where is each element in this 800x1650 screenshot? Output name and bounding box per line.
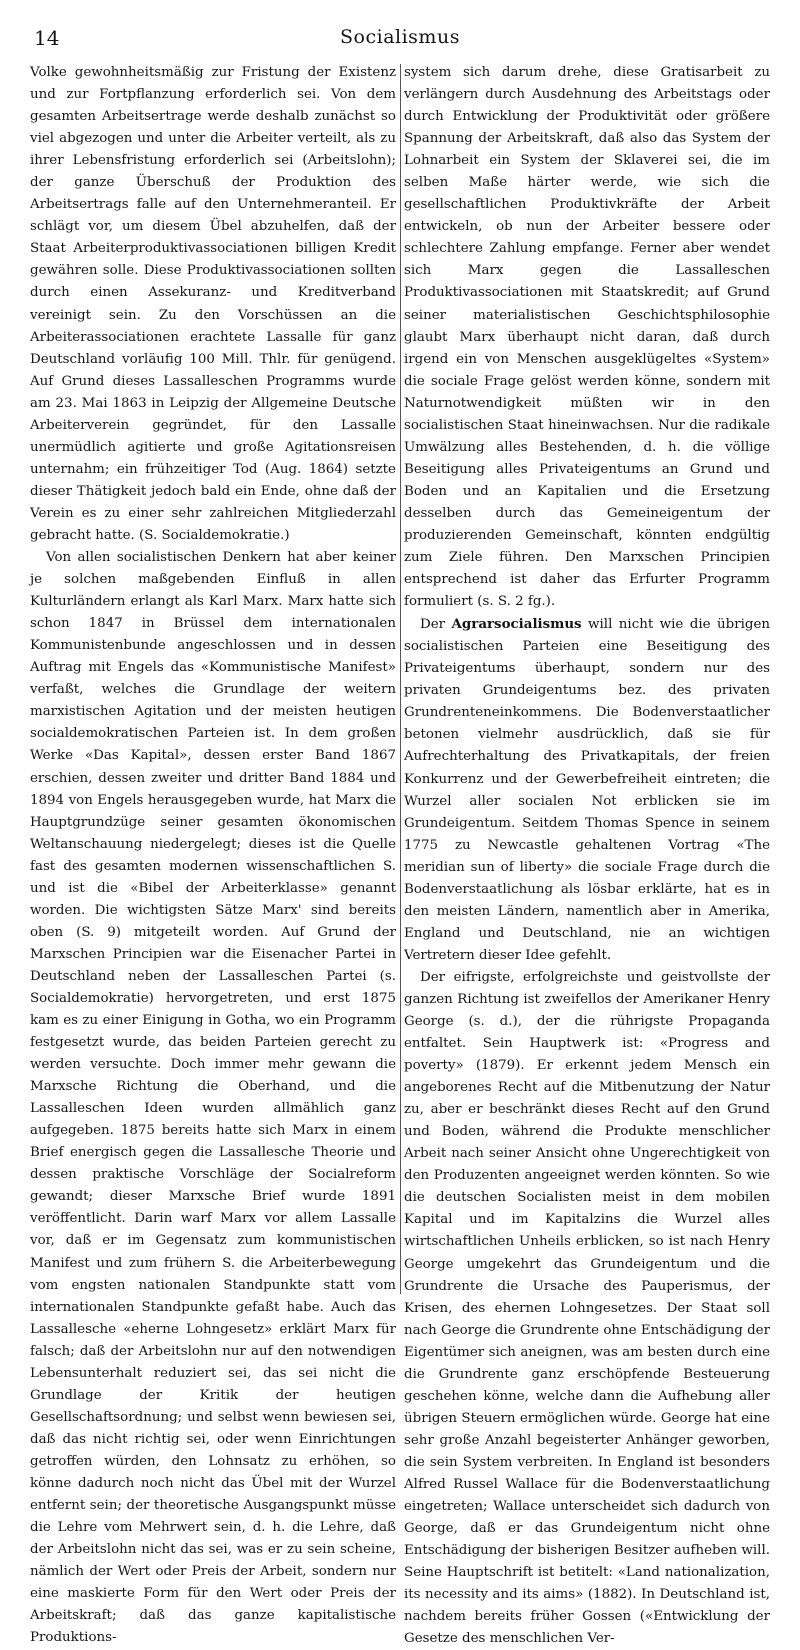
page-header — [34, 26, 766, 54]
paragraph-body: will nicht wie die übrigen socialistischen Parteien eine Beseitigung des Privateigentums überhaupt, sondern nur des privaten Grundeigentums bez. des privaten Grundrenteneinkommens. Die Bodenverstaatlicher betonen vielmehr ausdrücklich, daß sie für Aufrechterhaltung des Privatkapitals, der freien Konkurrenz und der Gewerbefreiheit eintreten; die Wurzel aller socialen Not erblicken sie im Grundeigentum. Seitdem Thomas Spence in seinem 1775 zu Newcastle gehaltenen Vortrag «The meridian sun of liberty» die sociale Frage durch die Bodenverstaatlichung als lösbar erklärte, hat es in den meisten Ländern, namentlich aber in Amerika, England und Deutschland, nie an wichtigen Vertretern dieser Idee gefehlt. — [404, 617, 770, 963]
paragraph-lead: Der — [420, 617, 452, 633]
paragraph: Volke gewohnheitsmäßig zur Fristung der Existenz und zur Fortpflanzung erforderlich sei. Von dem gesamten Arbeitsertrage werde deshalb zunächst so viel abgezogen und unter die Arbeiter verteilt, als zu ihrer Lebensfristung erforderlich sei (Arbeitslohn); der ganze Überschuß der Produktion des Arbeitsertrags falle auf den Unternehmeranteil. Er schlägt vor, um diesem Übel abzuhelfen, daß der Staat Arbeiterproduktivassociationen billigen Kredit gewähren solle. Diese Produktivassociationen sollten durch einen Assekuranz- und Kreditverband vereinigt sein. Zu den Vorschüssen an die Arbeiterassociationen erachtete Lassalle für ganz Deutschland vorläufig 100 Mill. Thlr. für genügend. Auf Grund dieses Lassalleschen Programms wurde am 23. Mai 1863 in Leipzig der Allgemeine Deutsche Arbeiterverein gegründet, für den Lassalle unermüdlich agitierte und große Agitationsreisen unternahm; ein frühzeitiger Tod (Aug. 1864) setzte dieser Thätigkeit jedoch bald ein Ende, ohne daß der Verein es zu einer sehr zahlreichen Mitgliederzahl gebracht hatte. (S. Socialdemokratie.) — [30, 65, 396, 543]
paragraph — [404, 613, 770, 967]
paragraph: Der eifrigste, erfolgreichste und geistvollste der ganzen Richtung ist zweifellos der Amerikaner Henry George (s. d.), der die rührigste Propaganda entfaltet. Sein Hauptwerk ist: «Progress and poverty» (1879). Er erkennt jedem Mensch ein angeborenes Recht auf die Mitbenutzung der Natur zu, aber er beschränkt dieses Recht auf den Grund und Boden, während die Produkte menschlicher Arbeit nach seiner Ansicht ohne Ungerechtigkeit von den Produzenten angeeignet werden könnten. So wie die deutschen Socialisten meist in dem mobilen Kapital und im Kapitalzins die Wurzel alles wirtschaftlichen Unheils erblicken, so ist nach Henry George umgekehrt das Grundeigentum und die Grundrente die Ursache des Pauperismus, der Krisen, des ehernen Lohngesetzes. Der Staat soll nach George die Grundrente ohne Entschädigung der Eigentümer sich aneignen, was am besten durch eine die Grundrente ganz erschöpfende Besteuerung geschehen könne, welche dann die Aufhebung aller übrigen Steuern ermöglichen würde. George hat eine sehr große Anzahl begeisterter Anhänger geworben, die sein System verbreiten. In England ist besonders Alfred Russel Wallace für die Bodenverstaatlichung eingetreten; Wallace unterscheidet sich dadurch von George, daß er das Grundeigentum nicht ohne Entschädigung der bisherigen Besitzer aufheben will. Seine Hauptschrift ist betitelt: «Land nationalization, its necessity and its aims» (1882). In Deutschland ist, nachdem bereits früher Gossen («Entwicklung der Gesetze des menschlichen Ver- — [404, 969, 770, 1647]
left-column — [30, 62, 396, 1646]
paragraph: Von allen socialistischen Denkern hat aber keiner je solchen maßgebenden Einfluß in allen Kulturländern erlangt als Karl Marx. Marx hatte sich schon 1847 in Brüssel dem internationalen Kommunistenbunde angeschlossen und in dessen Auftrag mit Engels das «Kommunistische Manifest» verfaßt, welches die Grundlage der weitern marxistischen Agitation und der meisten heutigen socialdemokratischen Parteien ist. In dem großen Werke «Das Kapital», dessen erster Band 1867 erschien, dessen zweiter und dritter Band 1884 und 1894 von Engels herausgegeben wurde, hat Marx die Hauptgrundzüge seiner gesamten ökonomischen Weltanschauung niedergelegt; dieses ist die Quelle fast des gesamten modernen wissenschaftlichen S. und ist die «Bibel der Arbeiterklasse» genannt worden. Die wichtigsten Sätze Marx' sind bereits oben (S. 9) mitgeteilt worden. Auf Grund der Marxschen Principien war die Eisenacher Partei in Deutschland neben der Lassalleschen Partei (s. Socialdemokratie) hervorgetreten, und erst 1875 kam es zu einer Einigung in Gotha, wo ein Programm festgesetzt wurde, das beiden Parteien gerecht zu werden versuchte. Doch immer mehr gewann die Marxsche Richtung die Oberhand, und die Lassalleschen Ideen wurden allmählich ganz aufgegeben. 1875 bereits hatte sich Marx in einem Brief energisch gegen die Lassallesche Theorie und dessen praktische Vorschläge der Socialreform gewandt; dieser Marxsche Brief wurde 1891 veröffentlicht. Darin warf Marx vor allem Lassalle vor, daß er im Gegensatz zum kommunistischen Manifest und zum frühern S. die Arbeiterbewegung vom engsten nationalen Standpunkte statt vom internationalen Standpunkte gefaßt habe. Auch das Lassallesche «eherne Lohngesetz» erklärt Marx für falsch; daß der Arbeitslohn nur auf den notwendigen Lebensunterhalt reduziert sei, das sei nicht die Grundlage der Kritik der heutigen Gesellschaftsordnung; und selbst wenn bewiesen sei, daß das nicht richtig sei, oder wenn Einrichtungen getroffen würden, den Lohnsatz zu erhöhen, so könne dadurch noch nicht das Übel mit der Wurzel entfernt sein; der theoretische Ausgangspunkt müsse die Lehre vom Mehrwert sein, d. h. die Lehre, daß der Arbeitslohn nicht das sei, was er zu sein scheine, nämlich der Wert oder Preis der Arbeit, sondern nur eine maskierte Form für den Wert oder Preis der Arbeitskraft; daß das ganze kapitalistische Produktions- — [30, 550, 396, 1646]
right-column — [404, 62, 770, 1647]
running-head: Socialismus — [340, 26, 460, 48]
page-number: 14 — [34, 26, 60, 50]
paragraph: system sich darum drehe, diese Gratisarbeit zu verlängern durch Ausdehnung des Arbeitstags oder durch Entwicklung der Produktivität oder größere Spannung der Arbeitskraft, daß also das System der Lohnarbeit ein System der Sklaverei sei, die im selben Maße härter werde, wie sich die gesellschaftlichen Produktivkräfte der Arbeit entwickeln, ob nun der Arbeiter bessere oder schlechtere Zahlung empfange. Ferner aber wendet sich Marx gegen die Lassalleschen Produktivassociationen mit Staatskredit; auf Grund seiner materialistischen Geschichtsphilosophie glaubt Marx überhaupt nicht daran, daß durch irgend ein von Menschen ausgeklügeltes «System» die sociale Frage gelöst werden könne, sondern mit Naturnotwendigkeit müßten wir in den socialistischen Staat hineinwachsen. Nur die radikale Umwälzung alles Bestehenden, d. h. die völlige Beseitigung alles Privateigentums an Grund und Boden und an Kapitalien und die Ersetzung desselben durch das Gemeineigentum der produzierenden Gemeinschaft, könnten endgültig zum Ziele führen. Den Marxschen Principien entsprechend ist daher das Erfurter Programm formuliert (s. S. 2 fg.). — [404, 65, 770, 610]
column-divider — [400, 64, 401, 1294]
section-term: Agrarsocialismus — [451, 616, 582, 633]
